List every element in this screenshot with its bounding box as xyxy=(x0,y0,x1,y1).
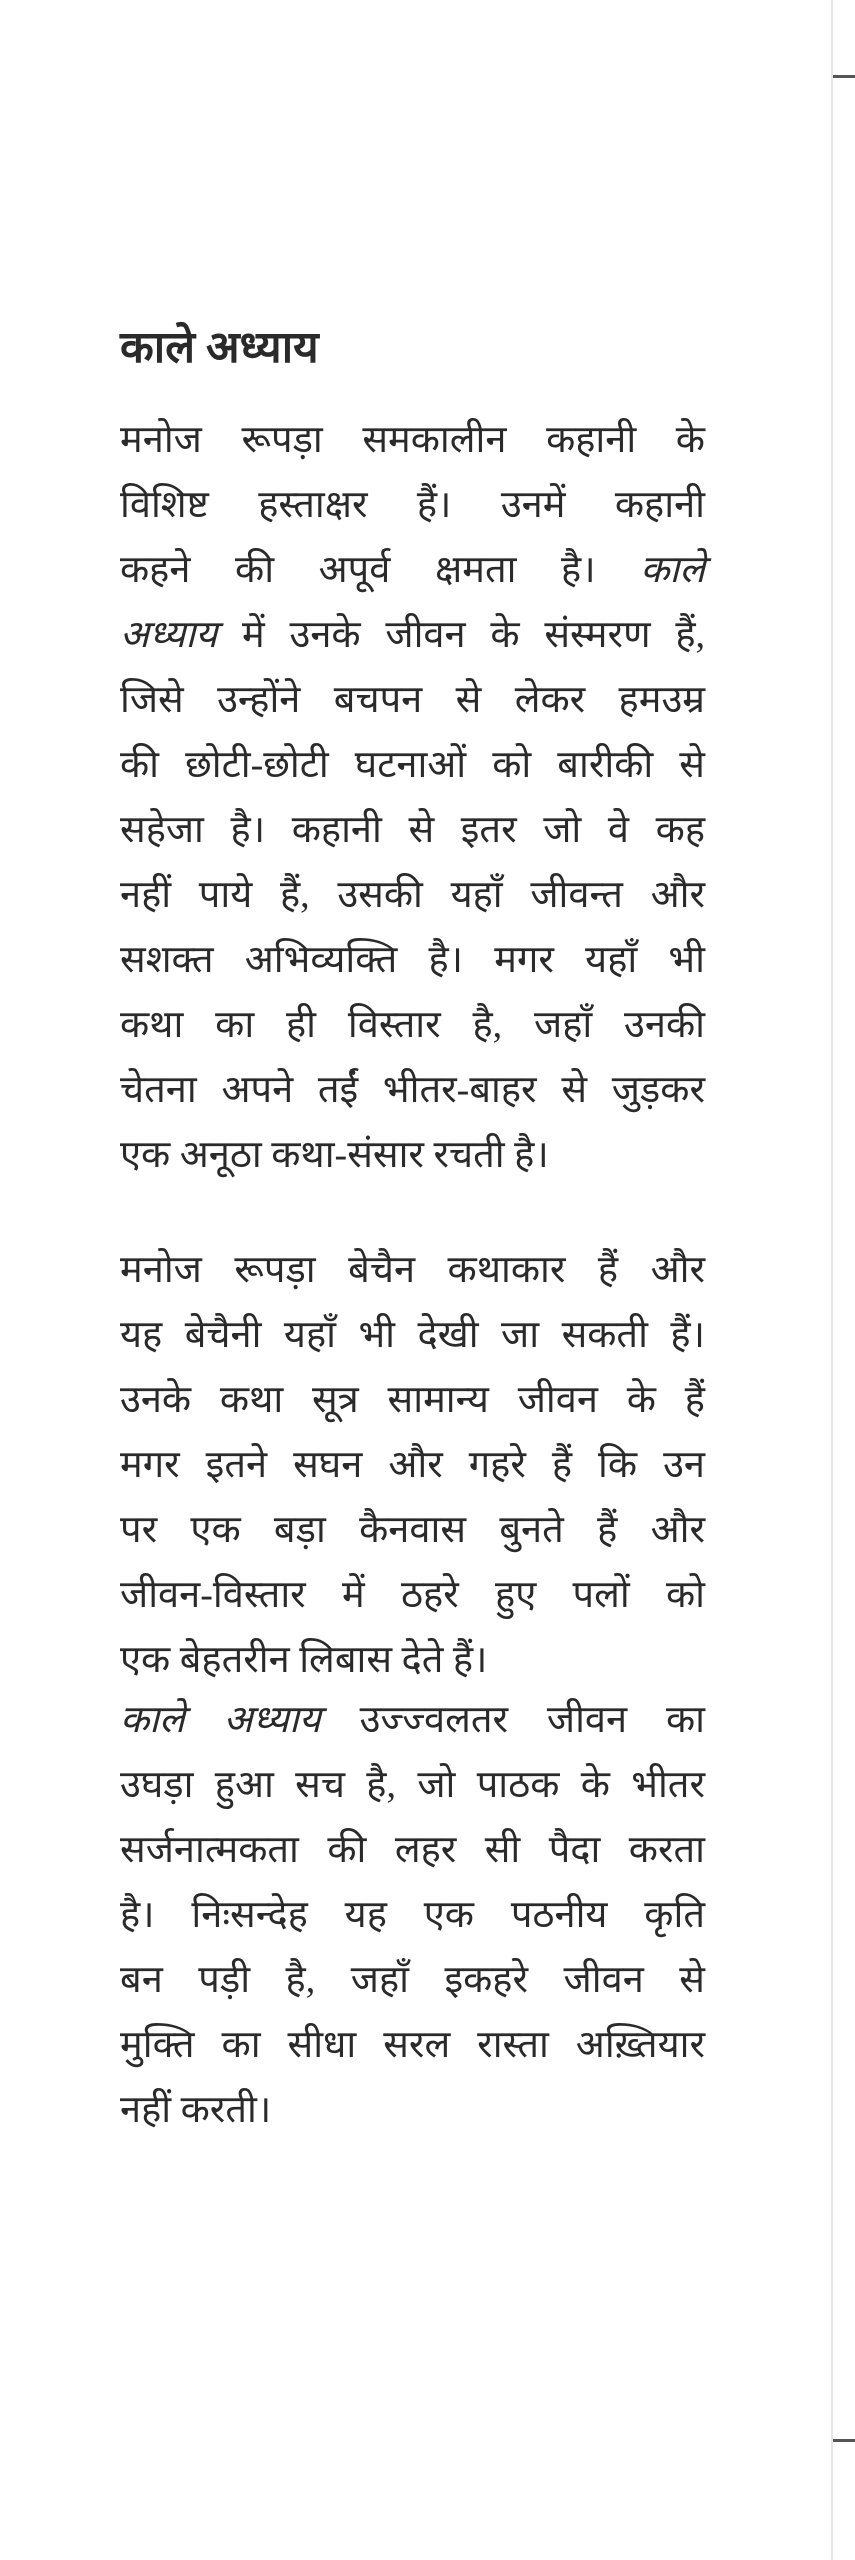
text-line xyxy=(120,473,705,538)
text-line xyxy=(120,408,705,473)
text-line xyxy=(120,928,705,993)
text-line xyxy=(120,1498,705,1563)
text-segment: पर एक बड़ा कैनवास बुनते हैं और xyxy=(120,1509,705,1551)
text-segment: नहीं करती। xyxy=(120,2089,272,2131)
text-segment: सशक्त अभिव्यक्ति है। मगर यहाँ भी xyxy=(120,939,705,981)
text-segment: जीवन-विस्तार में ठहरे हुए पलों को xyxy=(120,1574,705,1616)
crop-mark-bottom xyxy=(833,2439,855,2442)
text-segment: चेतना अपने तईं भीतर-बाहर से जुड़कर xyxy=(120,1069,705,1111)
text-segment: में उनके जीवन के संस्मरण हैं, xyxy=(217,614,705,656)
italic-book-title-text: काले xyxy=(640,549,705,591)
text-line xyxy=(120,1883,705,1948)
text-segment: है। निःसन्देह यह एक पठनीय कृति xyxy=(120,1894,705,1936)
text-line xyxy=(120,1628,705,1693)
text-segment: मनोज रूपड़ा समकालीन कहानी के xyxy=(120,419,705,461)
text-segment: सहेजा है। कहानी से इतर जो वे कह xyxy=(120,809,705,851)
text-line xyxy=(120,2078,705,2143)
text-line xyxy=(120,1563,705,1628)
text-line xyxy=(120,1238,705,1303)
text-segment: बन पड़ी है, जहाँ इकहरे जीवन से xyxy=(120,1959,705,2001)
text-line xyxy=(120,538,705,603)
text-segment: एक बेहतरीन लिबास देते हैं। xyxy=(120,1639,488,1681)
text-segment: नहीं पाये हैं, उसकी यहाँ जीवन्त और xyxy=(120,874,705,916)
text-line xyxy=(120,668,705,733)
text-line xyxy=(120,1753,705,1818)
crop-mark-top xyxy=(833,75,855,78)
text-line xyxy=(120,798,705,863)
spine-fold-line xyxy=(831,0,833,2560)
text-line xyxy=(120,1818,705,1883)
text-line xyxy=(120,603,705,668)
text-line xyxy=(120,733,705,798)
text-line xyxy=(120,1303,705,1368)
text-line xyxy=(120,1688,705,1753)
text-segment: एक अनूठा कथा-संसार रचती है। xyxy=(120,1134,549,1176)
text-line xyxy=(120,863,705,928)
text-segment: उज्ज्वलतर जीवन का xyxy=(320,1699,705,1741)
text-segment: मुक्ति का सीधा सरल रास्ता अख़्तियार xyxy=(120,2024,705,2066)
text-line xyxy=(120,993,705,1058)
text-segment: कथा का ही विस्तार है, जहाँ उनकी xyxy=(120,1004,705,1046)
text-segment: उघड़ा हुआ सच है, जो पाठक के भीतर xyxy=(120,1764,705,1806)
text-line xyxy=(120,1058,705,1123)
italic-book-title-text: अध्याय xyxy=(120,614,218,656)
text-line xyxy=(120,1123,705,1188)
blurb-paragraph-2 xyxy=(120,1238,705,1693)
text-segment: की छोटी-छोटी घटनाओं को बारीकी से xyxy=(120,744,705,786)
italic-book-title-text: काले अध्याय xyxy=(120,1699,321,1741)
text-line xyxy=(120,1368,705,1433)
text-line xyxy=(120,1433,705,1498)
text-segment: मनोज रूपड़ा बेचैन कथाकार हैं और xyxy=(120,1249,705,1291)
text-segment: कहने की अपूर्व क्षमता है। xyxy=(120,549,641,591)
book-title: काले अध्याय xyxy=(120,323,319,372)
blurb-paragraph-3 xyxy=(120,1688,705,2143)
text-line xyxy=(120,1948,705,2013)
blurb-paragraph-1 xyxy=(120,408,705,1188)
text-segment: उनके कथा सूत्र सामान्य जीवन के हैं xyxy=(120,1379,705,1421)
text-line xyxy=(120,2013,705,2078)
text-segment: यह बेचैनी यहाँ भी देखी जा सकती हैं। xyxy=(120,1314,705,1356)
text-segment: जिसे उन्होंने बचपन से लेकर हमउम्र xyxy=(120,679,705,721)
text-segment: सर्जनात्मकता की लहर सी पैदा करता xyxy=(120,1829,705,1871)
text-segment: विशिष्ट हस्ताक्षर हैं। उनमें कहानी xyxy=(120,484,705,526)
text-segment: मगर इतने सघन और गहरे हैं कि उन xyxy=(120,1444,705,1486)
